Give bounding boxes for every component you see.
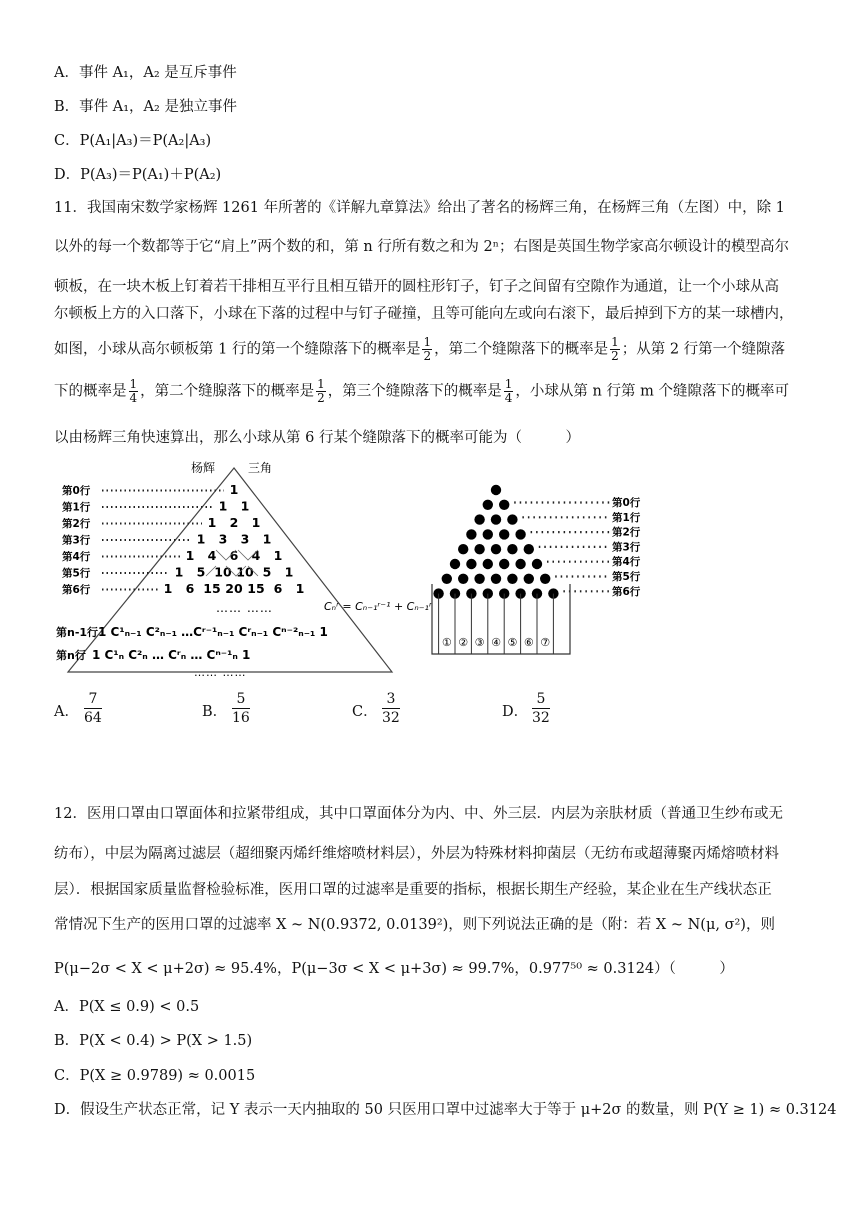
triangle-number: 20 — [225, 581, 243, 596]
fraction-half: $\frac{1}{2}$ — [317, 377, 325, 405]
q11-line-5c: ；从第 2 行第一个缝隙落 — [621, 341, 786, 358]
galton-peg — [458, 544, 468, 554]
q10-option-c: C．P(A₁|A₃)＝P(A₂|A₃) — [54, 133, 212, 149]
galton-board-figure — [424, 476, 664, 660]
galton-peg — [491, 514, 501, 524]
q11-line-5 — [54, 336, 785, 363]
q11-line-4: 尔顿板上方的入口落下，小球在下落的过程中与钉子碰撞，且等可能向左或向右滚下，最后掉到下方的某一球槽内， — [54, 306, 794, 322]
triangle-number: 10 — [236, 564, 254, 580]
galton-peg — [474, 574, 484, 584]
triangle-numbers — [164, 482, 305, 596]
galton-peg — [442, 574, 452, 584]
triangle-number: 5 — [196, 564, 206, 580]
triangle-number: 1 — [295, 581, 305, 596]
triangle-number: 1 — [174, 564, 184, 580]
galton-row-label: 第6行 — [612, 585, 641, 598]
row-n-label: 第n行 — [56, 649, 86, 662]
galton-peg — [499, 559, 509, 569]
galton-row-label: 第1行 — [612, 511, 641, 524]
galton-peg — [474, 514, 484, 524]
triangle-number: 4 — [251, 548, 261, 563]
galton-peg — [483, 500, 493, 510]
galton-row-label: 第3行 — [612, 541, 641, 554]
galton-slot-number: ③ — [474, 636, 485, 649]
galton-row-label: 第5行 — [612, 571, 641, 583]
galton-peg — [532, 559, 542, 569]
q10-option-d: D．P(A₃)＝P(A₁)＋P(A₂) — [54, 167, 222, 183]
galton-slot-number: ① — [441, 636, 452, 649]
row-n-values: 1 C¹ₙ C²ₙ … Cʳₙ … Cⁿ⁻¹ₙ 1 — [92, 648, 251, 662]
q12-line-5: P(μ−2σ < X < μ+2σ) ≈ 95.4%，P(μ−3σ < X < μ+3σ) ≈ 99.7%，0.977⁵⁰ ≈ 0.3124）（ ） — [54, 961, 734, 977]
bottom-ellipsis: …… …… — [194, 666, 247, 679]
galton-slot-number: ⑦ — [540, 636, 551, 649]
galton-peg — [507, 574, 517, 584]
q11-line-6 — [54, 378, 789, 405]
fraction-half: $\frac{1}{2}$ — [423, 335, 432, 363]
galton-peg — [466, 559, 476, 569]
galton-peg — [450, 559, 460, 569]
fraction-half: $\frac{1}{2}$ — [611, 335, 619, 363]
fraction-quarter: $\frac{1}{4}$ — [129, 377, 138, 405]
q11-line-6a: 下的概率是 — [54, 383, 127, 400]
q11-line-6d: ，小球从第 n 行第 m 个缝隙落下的概率可 — [515, 383, 789, 400]
triangle-number: 6 — [185, 581, 195, 596]
q11-line-7: 以由杨辉三角快速算出，那么小球从第 6 行某个缝隙落下的概率可能为（ ） — [54, 430, 580, 446]
triangle-number: 15 — [247, 581, 265, 596]
triangle-number: 1 — [207, 515, 217, 530]
triangle-number: 1 — [273, 548, 283, 563]
row-labels — [62, 484, 91, 596]
row-n-minus-1-label: 第n-1行 — [56, 626, 99, 639]
galton-peg — [524, 544, 534, 554]
row-label: 第5行 — [62, 567, 91, 580]
triangle-number: 1 — [251, 515, 261, 530]
triangle-number: 4 — [207, 548, 217, 563]
triangle-number: 2 — [229, 515, 239, 530]
galton-peg — [458, 574, 468, 584]
figure-title-right: 三角 — [248, 461, 273, 475]
figure-title-left: 杨辉 — [191, 461, 216, 475]
galton-peg — [524, 574, 534, 584]
q12-option-b: B．P(X < 0.4) > P(X > 1.5) — [54, 1033, 253, 1049]
triangle-number: 1 — [163, 581, 173, 596]
triangle-number: 10 — [214, 564, 232, 580]
triangle-number: 1 — [240, 498, 250, 514]
triangle-number: 1 — [284, 564, 294, 580]
triangle-number: 1 — [262, 531, 272, 547]
galton-peg — [491, 574, 501, 584]
galton-peg — [507, 544, 517, 554]
galton-pegs — [433, 485, 558, 599]
q11-line-5b: ，第二个缝隙落下的概率是 — [434, 341, 609, 358]
galton-peg — [540, 574, 550, 584]
q12-line-4: 常情况下生产的医用口罩的过滤率 X ~ N(0.9372, 0.0139²)，则下列说法正确的是（附：若 X ~ N(μ, σ²)，则 — [54, 917, 775, 933]
galton-peg — [507, 514, 517, 524]
triangle-number: 1 — [196, 531, 206, 547]
galton-peg — [499, 500, 509, 510]
galton-peg — [474, 544, 484, 554]
galton-peg — [515, 559, 525, 569]
galton-slots — [439, 594, 554, 654]
row-n-minus-1-values: 1 C¹ₙ₋₁ C²ₙ₋₁ …Cʳ⁻¹ₙ₋₁ Cʳₙ₋₁ Cⁿ⁻²ₙ₋₁ 1 — [98, 625, 328, 639]
galton-peg — [483, 529, 493, 539]
row-label: 第1行 — [62, 501, 91, 514]
galton-peg — [491, 544, 501, 554]
galton-peg — [499, 529, 509, 539]
q11-line-2: 以外的每一个数都等于它“肩上”两个数的和，第 n 行所有数之和为 2ⁿ；右图是英国生物学家高尔顿设计的模型高尔 — [54, 239, 789, 255]
fraction-quarter: $\frac{1}{4}$ — [504, 377, 513, 405]
q12-option-c: C．P(X ≥ 0.9789) ≈ 0.0015 — [54, 1068, 256, 1084]
row-label: 第0行 — [62, 485, 91, 497]
q11-line-1: 11．我国南宋数学家杨辉 1261 年所著的《详解九章算法》给出了著名的杨辉三角，在杨辉三角（左图）中，除 1 — [54, 200, 785, 216]
row-label: 第6行 — [62, 584, 91, 596]
triangle-number: 3 — [218, 531, 228, 547]
triangle-number: 6 — [229, 548, 239, 563]
q12-option-d: D．假设生产状态正常，记 Y 表示一天内抽取的 50 只医用口罩中过滤率大于等于 μ+2σ 的数量，则 P(Y ≥ 1) ≈ 0.3124 — [54, 1102, 837, 1118]
galton-row-label: 第2行 — [612, 526, 641, 539]
galton-peg — [491, 485, 501, 495]
triangle-number: 15 — [203, 581, 221, 596]
galton-peg — [515, 529, 525, 539]
galton-row-labels — [612, 496, 641, 598]
q11-line-6c: ，第三个缝隙落下的概率是 — [327, 383, 502, 400]
q11-line-6b: ，第二个缝腺落下的概率是 — [140, 383, 315, 400]
yanghui-triangle-figure — [56, 460, 432, 680]
row-label: 第2行 — [62, 518, 91, 530]
q10-option-a: A．事件 A₁，A₂ 是互斥事件 — [54, 65, 237, 81]
triangle-number: 5 — [262, 564, 272, 580]
triangle-number: 6 — [273, 581, 283, 596]
q10-option-b: B．事件 A₁，A₂ 是独立事件 — [54, 99, 237, 115]
middle-ellipsis: …… …… — [216, 601, 273, 615]
galton-slot-number: ⑤ — [507, 636, 518, 649]
q11-line-3: 顿板，在一块木板上钉着若干排相互平行且相互错开的圆柱形钉子，钉子之间留有空隙作为通道，让一个小球从高 — [54, 279, 779, 295]
q12-line-3: 层）．根据国家质量监督检验标准，医用口罩的过滤率是重要的指标，根据长期生产经验，某企业在生产线状态正 — [54, 882, 772, 898]
galton-slot-number: ② — [458, 636, 469, 649]
triangle-number: 3 — [240, 531, 250, 547]
galton-slot-number: ④ — [491, 636, 501, 649]
q12-option-a: A．P(X ≤ 0.9) < 0.5 — [54, 999, 200, 1015]
galton-slot-number: ⑥ — [523, 636, 534, 649]
row-label: 第4行 — [62, 551, 91, 563]
galton-peg — [483, 559, 493, 569]
galton-row-label: 第4行 — [612, 556, 641, 569]
row-dot-leaders — [102, 491, 224, 590]
row-label: 第3行 — [62, 534, 91, 547]
triangle-number: 1 — [218, 498, 228, 514]
galton-peg — [466, 529, 476, 539]
q12-line-2: 纺布），中层为隔离过滤层（超细聚丙烯纤维熔喷材料层），外层为特殊材料抑菌层（无纺布或超薄聚丙烯熔喷材料 — [54, 846, 779, 862]
q11-line-5a: 如图，小球从高尔顿板第 1 行的第一个缝隙落下的概率是 — [54, 341, 421, 358]
recurrence-formula: Cₙʳ = Cₙ₋₁ʳ⁻¹ + Cₙ₋₁ʳ — [324, 600, 432, 613]
triangle-number: 1 — [185, 548, 195, 563]
galton-row-label: 第0行 — [612, 497, 641, 509]
q12-line-1: 12．医用口罩由口罩面体和拉紧带组成，其中口罩面体分为内、中、外三层．内层为亲肤材质（普通卫生纱布或无 — [54, 806, 783, 822]
triangle-number: 1 — [229, 482, 239, 497]
